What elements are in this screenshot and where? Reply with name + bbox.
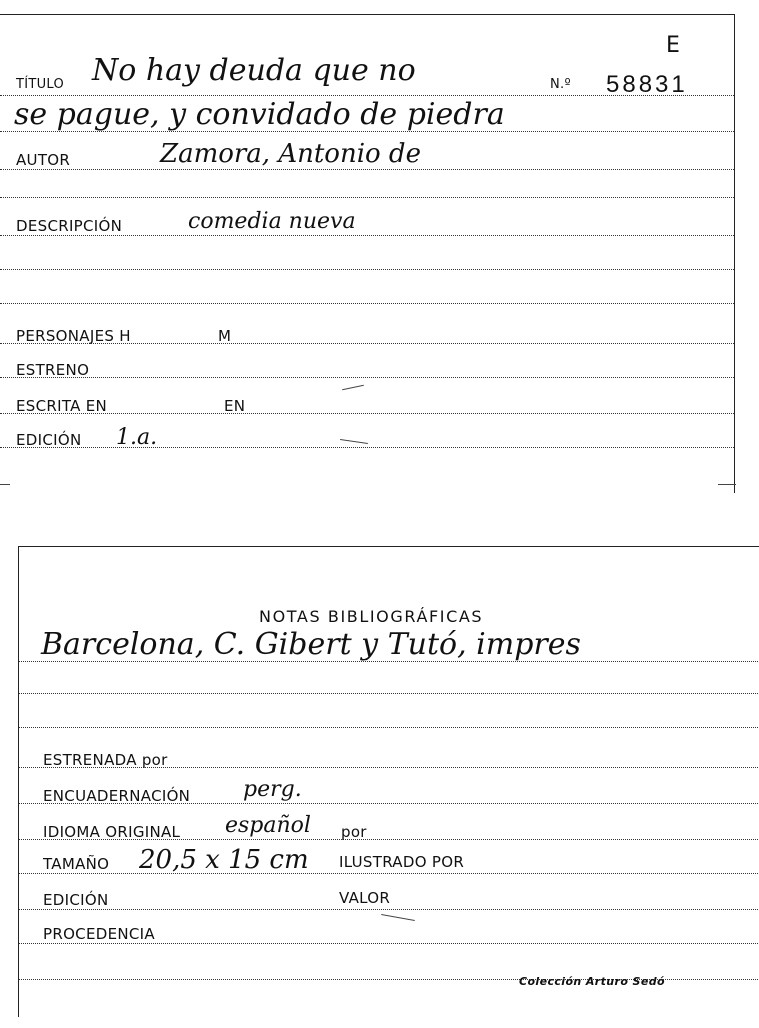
rule-procedencia	[19, 943, 759, 944]
label-tamano: TAMAÑO	[43, 855, 110, 873]
label-encuadernacion: ENCUADERNACIÓN	[43, 787, 191, 805]
catalog-card-front	[0, 14, 735, 493]
notas-value: Barcelona, C. Gibert y Tutó, impres	[41, 627, 581, 662]
titulo-line-2: se pague, y convidado de piedra	[14, 97, 505, 132]
rule-descripcion-2	[0, 269, 734, 270]
autor-value: Zamora, Antonio de	[160, 139, 421, 169]
label-ilustrado: ILUSTRADO POR	[339, 853, 465, 871]
label-personajes-h: PERSONAJES H	[16, 327, 131, 345]
edge-mark	[0, 484, 10, 485]
rule-autor-2	[0, 197, 734, 198]
label-escrita-en: ESCRITA EN	[16, 397, 108, 415]
label-personajes-m: M	[218, 327, 232, 345]
pencil-mark	[340, 439, 368, 444]
notas-heading: NOTAS BIBLIOGRÁFICAS	[259, 607, 484, 626]
rule-notas-2	[19, 693, 759, 694]
label-valor: VALOR	[339, 889, 391, 907]
label-edicion-back: EDICIÓN	[43, 891, 109, 909]
label-estrenada: ESTRENADA por	[43, 751, 168, 769]
rule-notas-3	[19, 727, 759, 728]
encuadernacion-value: perg.	[243, 777, 302, 802]
collection-stamp: Colección Arturo Sedó	[519, 975, 665, 988]
label-estreno: ESTRENO	[16, 361, 90, 379]
label-escrita-en-2: EN	[224, 397, 246, 415]
rule-descripcion-3	[0, 303, 734, 304]
descripcion-value: comedia nueva	[188, 209, 356, 234]
pencil-mark	[342, 385, 364, 391]
label-procedencia: PROCEDENCIA	[43, 925, 155, 943]
label-idioma-por: por	[341, 823, 367, 841]
rule-edicion	[0, 447, 734, 448]
tamano-value: 20,5 x 15 cm	[139, 845, 309, 875]
catalog-card-back	[18, 546, 759, 1017]
numero-value: 58831	[606, 71, 688, 98]
label-edicion: EDICIÓN	[16, 431, 82, 449]
edge-mark	[718, 484, 736, 485]
label-idioma: IDIOMA ORIGINAL	[43, 823, 181, 841]
rule-descripcion	[0, 235, 734, 236]
label-autor: AUTOR	[16, 151, 71, 169]
label-numero: N.º	[550, 77, 571, 92]
series-letter: E	[666, 33, 680, 58]
titulo-line-1: No hay deuda que no	[92, 53, 416, 88]
label-titulo: TÍTULO	[16, 77, 65, 92]
rule-autor	[0, 169, 734, 170]
label-descripcion: DESCRIPCIÓN	[16, 217, 123, 235]
edicion-value: 1.a.	[116, 425, 158, 450]
rule-estreno	[0, 377, 734, 378]
rule-escrita	[0, 413, 734, 414]
rule-tamano	[19, 873, 759, 874]
idioma-value: español	[225, 813, 311, 838]
rule-edicion-back	[19, 909, 759, 910]
pencil-mark	[381, 914, 415, 921]
